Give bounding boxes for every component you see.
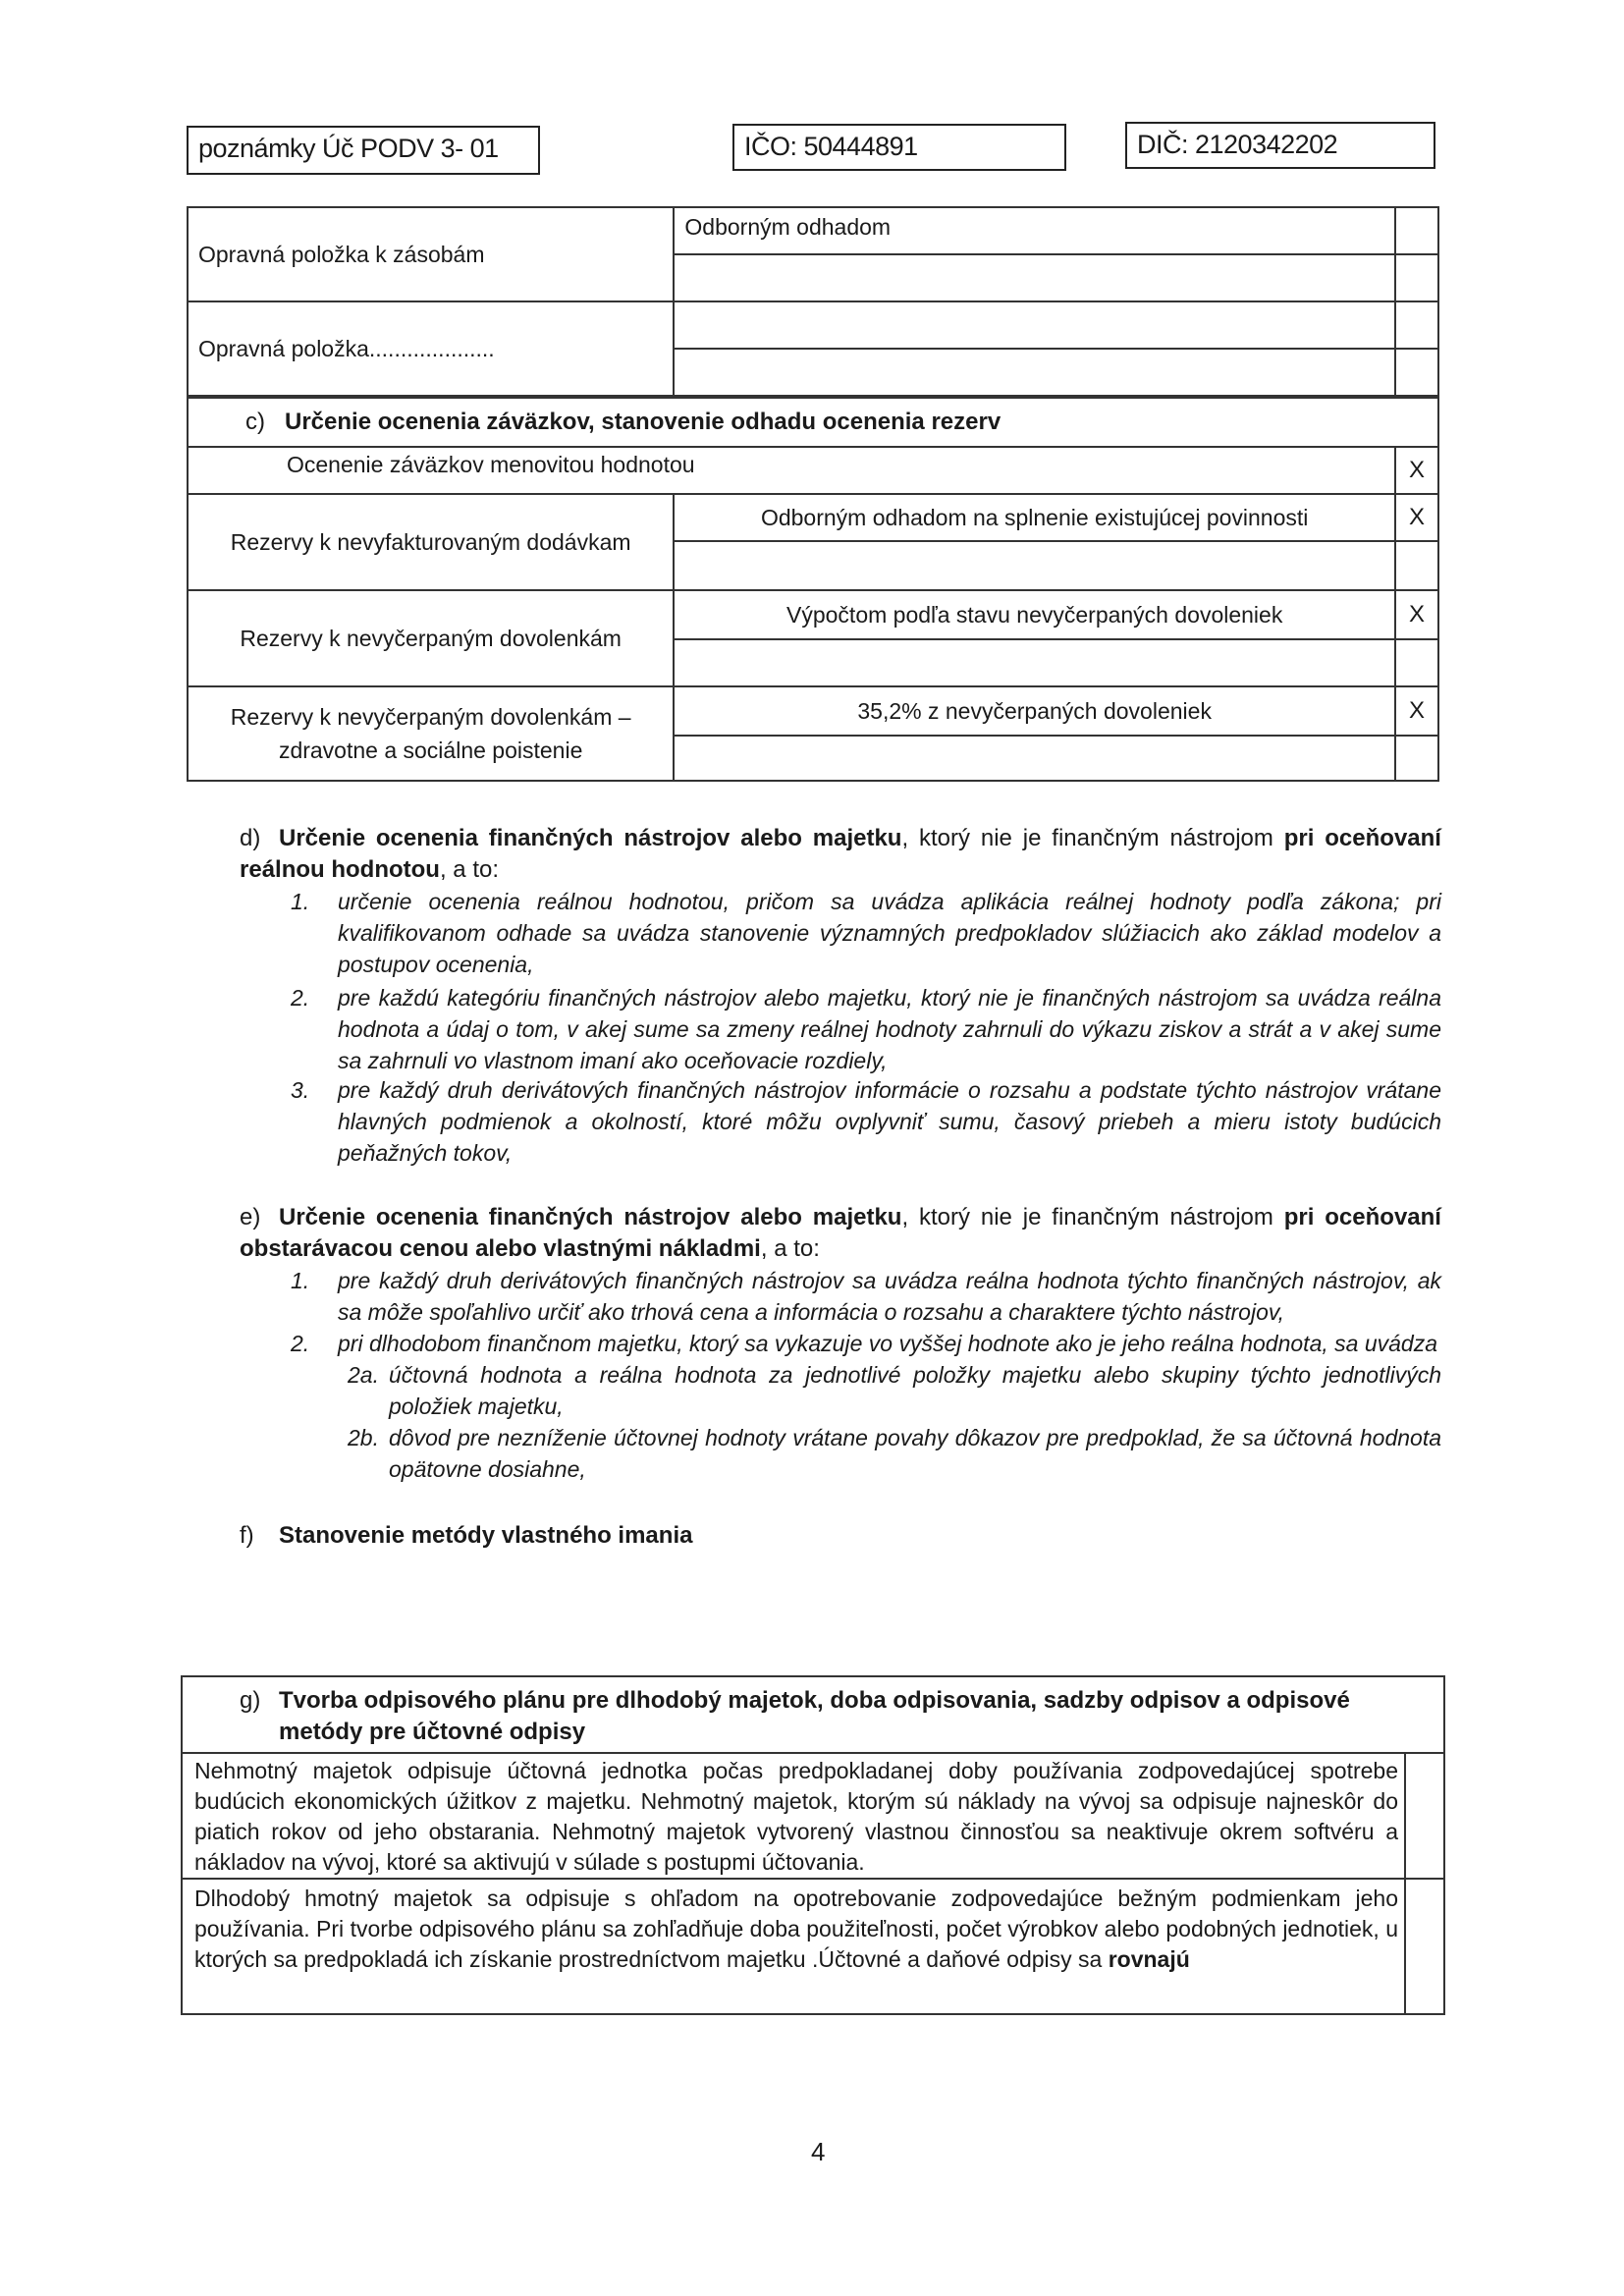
row-mark (1395, 301, 1438, 349)
ico-box (732, 124, 1066, 171)
reserve-mark-empty (1395, 639, 1438, 686)
section-c-heading-row (188, 398, 1438, 447)
dic-box (1125, 122, 1435, 169)
section-d-title-normal: , ktorý nie je finančným nástrojom (901, 825, 1284, 851)
reserve-method: Odborným odhadom na splnenie existujúcej povinnosti (674, 494, 1395, 541)
row-label: Opravná položka k zásobám (188, 207, 674, 301)
list-number: 3. (291, 1077, 310, 1103)
section-d-title-end: , a to: (439, 856, 500, 883)
section-g-para2-bold: rovnajú (1108, 1946, 1190, 1972)
reserve-method: Výpočtom podľa stavu nevyčerpaných dovoleniek (674, 590, 1395, 639)
list-number: 1. (291, 1268, 310, 1293)
section-e-title-bold1: Určenie ocenenia finančných nástrojov alebo majetku (279, 1204, 902, 1230)
sublist-item: účtovná hodnota a reálna hodnota za jednotlivé položky majetku alebo skupiny týchto jednotlivých položiek majetku, (389, 1362, 1441, 1419)
reserve-label: Rezervy k nevyčerpaným dovolenkám – zdravotne a sociálne poistenie (188, 686, 674, 781)
list-item: pre každú kategóriu finančných nástrojov alebo majetku, ktorý nie je finančných nástrojom sa uvádza reálna hodnota a údaj o tom, v akej sume sa zmeny reálnej hodnoty zahrnuli do výkazu ziskov a strát a v akej sume sa zahrnuli vo vlastnom imaní ako oceňovacie rozdiely, (338, 985, 1441, 1073)
section-g-para2-text: Dlhodobý hmotný majetok sa odpisuje s ohľadom na opotrebovanie zodpovedajúce bežným podmienkam jeho používania. Pri tvorbe odpisového plánu sa zohľadňuje doba použiteľnosti, počet výrobkov alebo podobných jednotiek, u ktorých sa predpokladá ich získanie prostredníctvom majetku .Účtovné a daňové odpisy sa (194, 1886, 1398, 1972)
reserve-label: Rezervy k nevyfakturovaným dodávkam (188, 494, 674, 590)
section-f-heading (240, 1520, 1441, 1552)
list-number: 1. (291, 889, 310, 914)
section-c-letter: c) (245, 409, 265, 435)
reserve-method: 35,2% z nevyčerpaných dovoleniek (674, 686, 1395, 736)
section-d-title-bold1: Určenie ocenenia finančných nástrojov alebo majetku (279, 825, 902, 851)
table-row (188, 207, 1438, 254)
reserve-method-empty (674, 541, 1395, 590)
section-c-title: Určenie ocenenia záväzkov, stanovenie odhadu ocenenia rezerv (285, 409, 1001, 435)
section-e-title-normal: , ktorý nie je finančným nástrojom (901, 1204, 1284, 1230)
reserve-mark-empty (1395, 541, 1438, 590)
reserve-mark: X (1395, 494, 1438, 541)
column-divider (1404, 1752, 1406, 1878)
row-method: Odborným odhadom (674, 207, 1395, 254)
dic-value: DIČ: 2120342202 (1137, 130, 1338, 159)
column-divider (1404, 1880, 1406, 2013)
reserve-label: Rezervy k nevyčerpaným dovolenkám (188, 590, 674, 686)
section-d-title-bold2: pri oceňovaní reálnou hodnotou (240, 825, 1441, 883)
section-g-heading (240, 1685, 1434, 1748)
table-row (188, 494, 1438, 541)
section-e-letter: e) (240, 1204, 261, 1230)
reserve-method-empty (674, 736, 1395, 781)
row-method-empty (674, 349, 1395, 396)
section-e-title-end: , a to: (760, 1235, 820, 1262)
section-e-title-bold2: pri oceňovaní obstarávacou cenou alebo vlastnými nákladmi (240, 1204, 1441, 1262)
section-g-letter: g) (240, 1687, 261, 1714)
section-g-para2-box (181, 1878, 1445, 2015)
page-number: 4 (811, 2137, 826, 2166)
section-g-para1-box (181, 1752, 1445, 1880)
section-e-heading (240, 1202, 1441, 1265)
row-mark-empty (1395, 349, 1438, 396)
section-d-heading (240, 823, 1441, 886)
valuation-adjustments-table (187, 206, 1439, 397)
table-row (188, 447, 1438, 494)
list-item: určenie ocenenia reálnou hodnotou, pričom sa uvádza aplikácia reálnej hodnoty podľa zákona; pri kvalifikovanom odhade sa uvádza stanovenie významných predpokladov slúžiacich ako základ modelov a postupov ocenenia, (338, 889, 1441, 977)
row-mark (1395, 207, 1438, 254)
sublist-number: 2a. (348, 1362, 379, 1388)
ico-value: IČO: 50444891 (744, 132, 918, 161)
reserve-mark: X (1395, 686, 1438, 736)
list-item: pre každý druh derivátových finančných nástrojov informácie o rozsahu a podstate týchto nástrojov vrátane hlavných podmienok a okolností, ktoré môžu ovplyvniť sumu, časový priebeh a mieru istoty budúcich peňažných tokov, (338, 1077, 1441, 1166)
nominal-label: Ocenenie záväzkov menovitou hodnotou (188, 447, 1395, 494)
row-method (674, 301, 1395, 349)
section-g-title: Tvorba odpisového plánu pre dlhodobý majetok, doba odpisovania, sadzby odpisov a odpisové metódy pre účtovné odpisy (279, 1687, 1350, 1745)
row-method-empty (674, 254, 1395, 301)
list-number: 2. (291, 1331, 310, 1356)
section-g-para1: Nehmotný majetok odpisuje účtovná jednotka počas predpokladanej doby používania zodpovedajúcej spotrebe budúcich ekonomických úžitkov z majetku. Nehmotný majetok, ktorým sú náklady na vývoj sa odpisuje najneskôr do piatich rokov od jeho obstarania. Nehmotný majetok vytvorený vlastnou činnosťou sa neaktivuje okrem softvéru a nákladov na vývoj, ktoré sa aktivujú v súlade s postupmi účtovania. (194, 1758, 1398, 1875)
row-label: Opravná položka.................... (188, 301, 674, 396)
section-g-heading-box (181, 1675, 1445, 1754)
table-row (188, 686, 1438, 736)
reserve-mark-empty (1395, 736, 1438, 781)
row-mark-empty (1395, 254, 1438, 301)
section-f-letter: f) (240, 1522, 254, 1549)
section-d-letter: d) (240, 825, 261, 851)
list-number: 2. (291, 985, 310, 1011)
section-g-para2 (194, 1884, 1398, 1975)
section-c-table (187, 397, 1439, 782)
sublist-item: dôvod pre nezníženie účtovnej hodnoty vrátane povahy dôkazov pre predpoklad, že sa účtovná hodnota opätovne dosiahne, (389, 1425, 1441, 1482)
list-item: pre každý druh derivátových finančných nástrojov sa uvádza reálna hodnota týchto finančných nástrojov, ak sa môže spoľahlivo určiť ako trhová cena a informácia o rozsahu a charaktere týchto nástrojov, (338, 1268, 1441, 1325)
reserve-method-empty (674, 639, 1395, 686)
list-item: pri dlhodobom finančnom majetku, ktorý sa vykazuje vo vyššej hodnote ako je jeho reálna hodnota, sa uvádza (338, 1331, 1437, 1356)
reserve-mark: X (1395, 590, 1438, 639)
table-row (188, 590, 1438, 639)
section-f-title: Stanovenie metódy vlastného imania (279, 1522, 693, 1549)
section-c-heading (188, 398, 1438, 447)
form-code-box (187, 126, 540, 175)
sublist-number: 2b. (348, 1425, 379, 1450)
nominal-mark: X (1395, 447, 1438, 494)
form-code: poznámky Úč PODV 3- 01 (198, 134, 499, 163)
table-row (188, 301, 1438, 349)
